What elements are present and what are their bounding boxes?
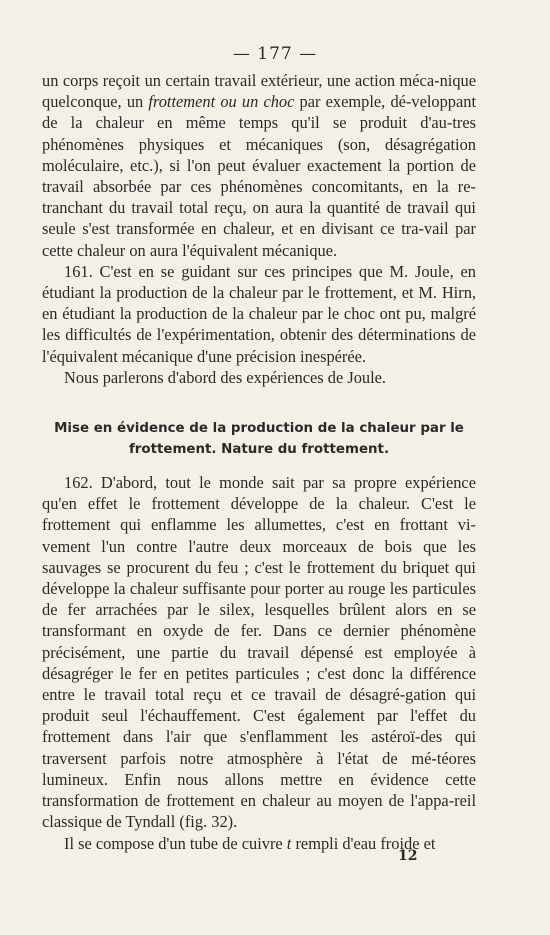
page-body (42, 70, 476, 854)
italic-letter: t (286, 833, 292, 853)
italic-phrase: frottement ou un choc (148, 92, 295, 112)
paragraph-text: rempli d'eau froide et (291, 833, 436, 853)
page-number: — 177 — (232, 44, 318, 64)
section-heading: Mise en évidence de la production de la chaleur par le frottement. Nature du frottement. (54, 421, 464, 458)
paragraph-text: un corps reçoit un certain travail extérieur, une action méca-nique quelconque, un (42, 71, 476, 112)
paragraph-text: par exemple, dé-veloppant de la chaleur en même temps qu'il se produit d'au-tres phénomènes physiques et mécaniques (son, désagrégation moléculaire, etc.), si l'on peut évaluer exactement la portion de travail absorbée par ces phénomènes concomitants, en la re-tranchant du travail total reçu, on aura la quantité de travail qui seule s'est transformée en chaleur, et en divisant ce tra-vail par cette chaleur on aura l'équivalent mécanique. (42, 92, 477, 260)
signature-mark: 12 (398, 848, 418, 864)
paragraph-continuation (42, 70, 476, 261)
paragraph-joule: Nous parlerons d'abord des expériences de Joule. (64, 367, 387, 387)
paragraph-text: Il se compose d'un tube de cuivre (64, 833, 287, 853)
paragraph-162: 162. D'abord, tout le monde sait par sa propre expérience qu'en effet le frottement développe de la chaleur. C'est le frottement qui enflamme les allumettes, c'est en frottant vi-vement l'un contre l'autre deux morceaux de bois que les sauvages se procurent du feu ; c'est le frottement du briquet qui développe la chaleur suffisante pour porter au rouge les particules de fer arrachées par le silex, lesquelles brûlent alors en se transformant en oxyde de fer. Dans ce dernier phénomène précisément, une partie du travail dépensé est employée à désagréger le fer en petites particules ; c'est donc la différence entre le travail total reçu et ce travail de désagré-gation qui produit seul l'échauffement. C'est également par l'effet du frottement dans l'air que s'enflamment les astéroï-des qui traversent parfois notre atmosphère à l'état de mé-téores lumineux. Enfin nous allons mettre en évidence cette transformation de frottement en chaleur au moyen de l'appa-reil classique de Tyndall (fig. 32). (42, 473, 476, 832)
paragraph-161: 161. C'est en se guidant sur ces principes que M. Joule, en étudiant la production de la chaleur par le frottement, et M. Hirn, en étudiant la production de la chaleur par le choc ont pu, malgré les difficultés de l'expérimentation, obtenir des déterminations de l'équivalent mécanique d'une précision inespérée. (42, 261, 476, 366)
